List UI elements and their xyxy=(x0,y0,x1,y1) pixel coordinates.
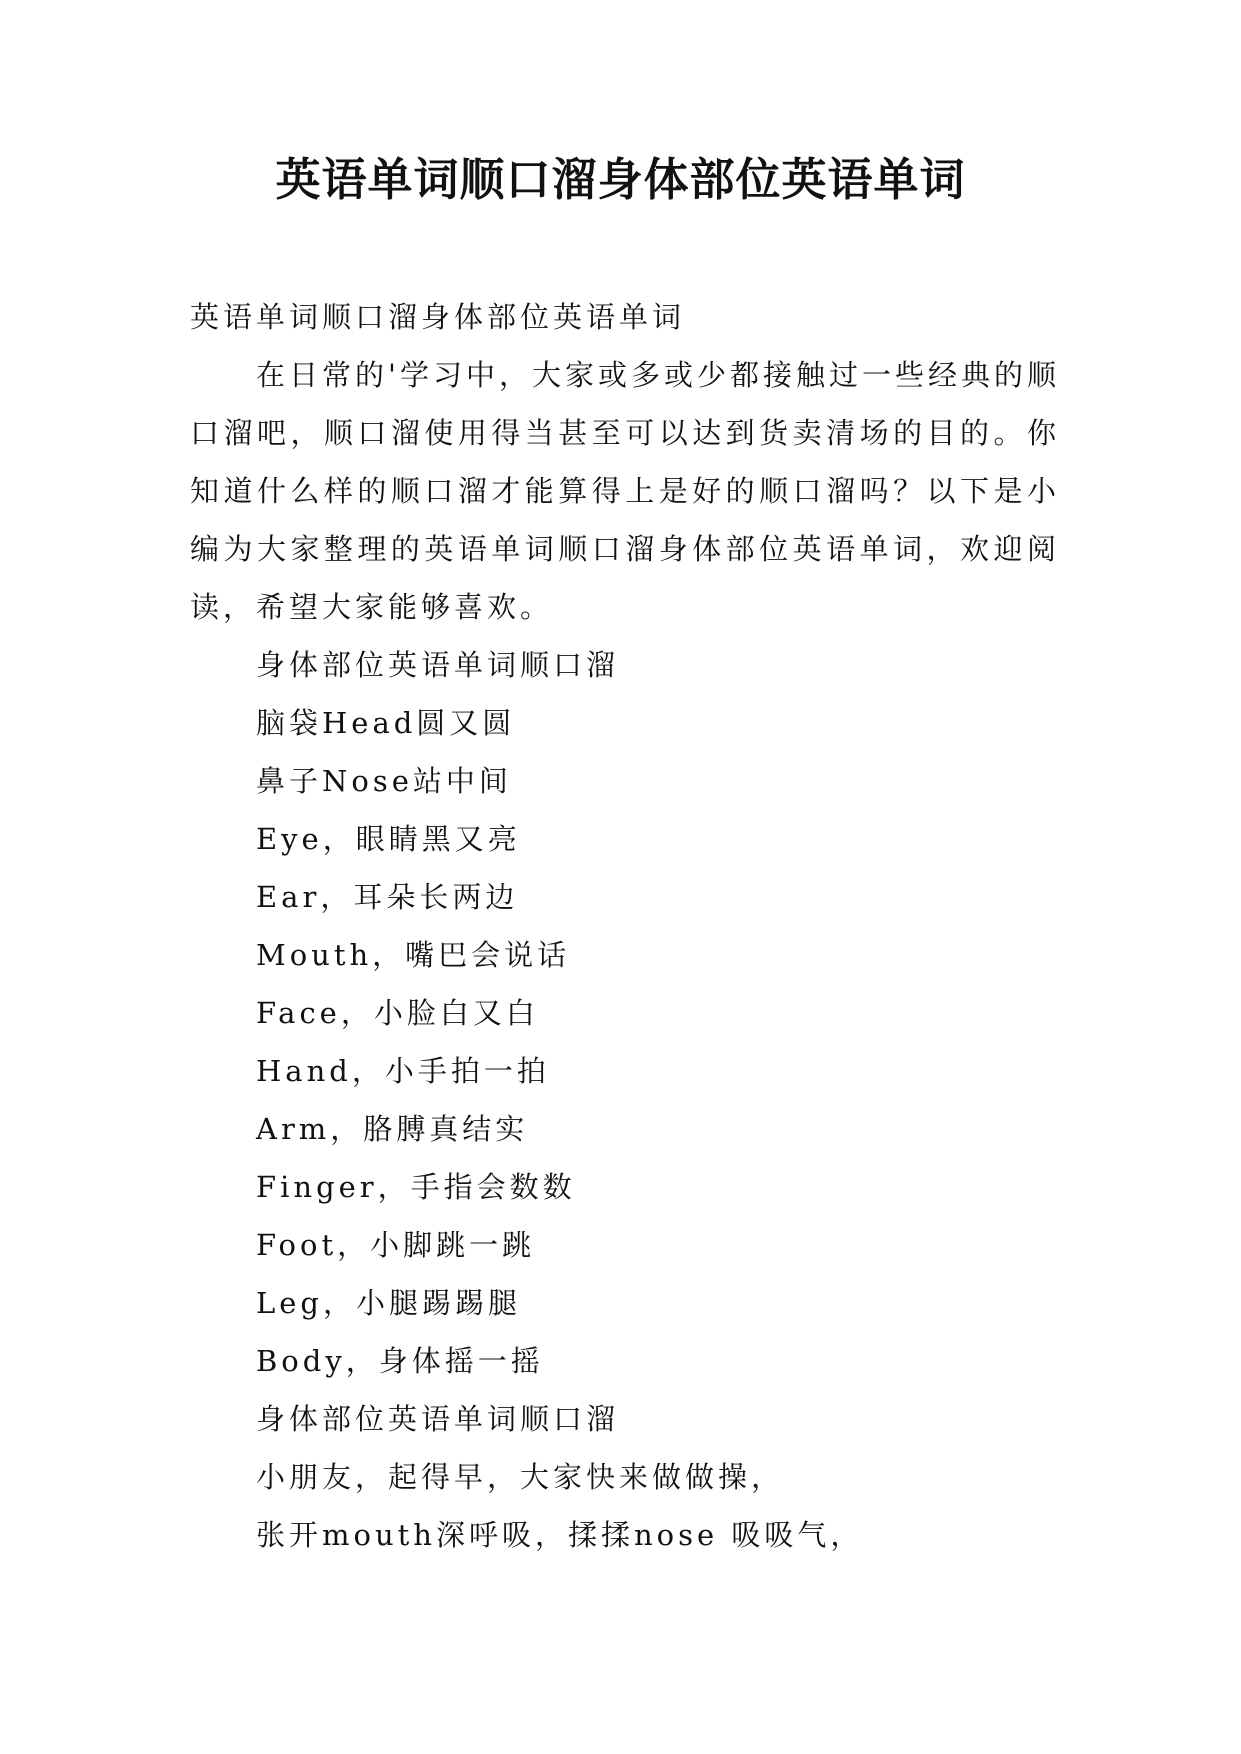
verse-line: 张开mouth深呼吸，揉揉nose 吸吸气， xyxy=(256,1518,864,1552)
document-body xyxy=(190,288,1060,1564)
verse-line: Hand，小手拍一拍 xyxy=(256,1054,550,1088)
verse-line: Leg，小腿踢踢腿 xyxy=(256,1286,521,1320)
verse-line: Eye，眼睛黑又亮 xyxy=(256,822,521,856)
verse-line: Face，小脸白又白 xyxy=(256,996,539,1030)
verse-line: Arm，胳膊真结实 xyxy=(256,1112,529,1146)
verse-line: Body，身体摇一摇 xyxy=(256,1344,544,1378)
document-subtitle: 英语单词顺口溜身体部位英语单词 xyxy=(190,300,686,334)
verse-line: 身体部位英语单词顺口溜 xyxy=(256,648,620,682)
verse-line: Finger，手指会数数 xyxy=(256,1170,576,1204)
verse-line: 身体部位英语单词顺口溜 xyxy=(256,1402,620,1436)
verse-line: 鼻子Nose站中间 xyxy=(256,764,512,798)
verse-line: 脑袋Head圆又圆 xyxy=(256,706,516,740)
verse-line: Foot，小脚跳一跳 xyxy=(256,1228,536,1262)
intro-paragraph: 在日常的'学习中，大家或多或少都接触过一些经典的顺口溜吧，顺口溜使用得当甚至可以达到货卖清场的目的。你知道什么样的顺口溜才能算得上是好的顺口溜吗？以下是小编为大家整理的英语单词顺口溜身体部位英语单词，欢迎阅读，希望大家能够喜欢。 xyxy=(190,358,1060,624)
verse-line: Ear，耳朵长两边 xyxy=(256,880,519,914)
document-title: 英语单词顺口溜身体部位英语单词 xyxy=(275,153,966,206)
verse-line: 小朋友，起得早，大家快来做做操， xyxy=(256,1460,785,1494)
verse-line: Mouth，嘴巴会说话 xyxy=(256,938,571,972)
